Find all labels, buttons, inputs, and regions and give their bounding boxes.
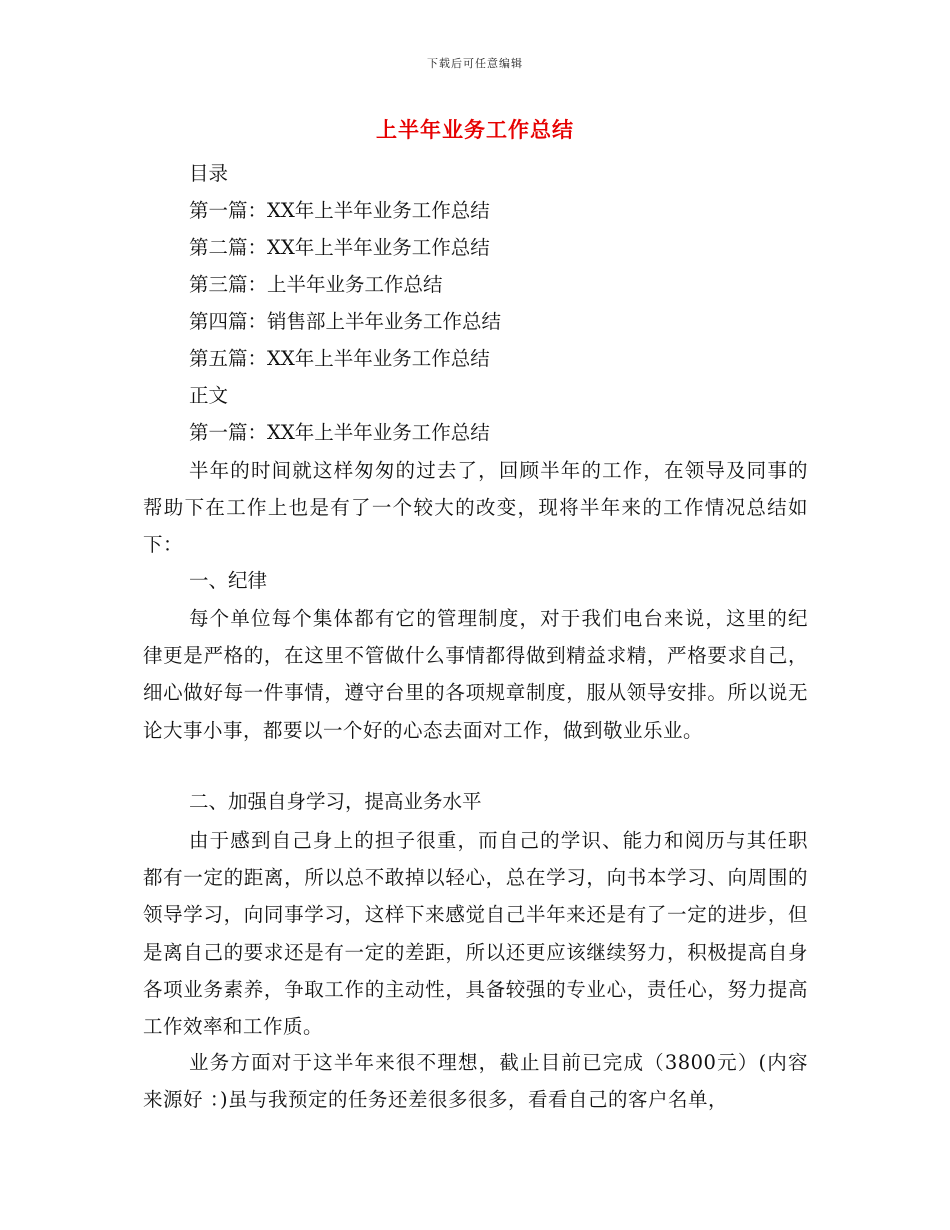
section-heading: 一、纪律 <box>189 569 268 592</box>
toc-item: 第二篇：XX年上半年业务工作总结 <box>189 236 490 259</box>
chapter-title: 第一篇：XX年上半年业务工作总结 <box>189 421 490 444</box>
section-heading: 二、加强自身学习，提高业务水平 <box>189 790 482 813</box>
discipline-paragraph: 每个单位每个集体都有它的管理制度，对于我们电台来说，这里的纪律更是严格的，在这里不管做什么事情都得做到精益求精，严格要求自己，细心做好每一件事情，遵守台里的各项规章制度，服从领导安排。所以说无论大事小事，都要以一个好的心态去面对工作，做到敬业乐业。 <box>143 607 808 742</box>
header-note: 下载后可任意编辑 <box>427 57 523 70</box>
toc-item: 第三篇：上半年业务工作总结 <box>189 273 443 296</box>
study-paragraph: 由于感到自己身上的担子很重，而自己的学识、能力和阅历与其任职都有一定的距离，所以总不敢掉以轻心，总在学习，向书本学习、向周围的领导学习，向同事学习，这样下来感觉自己半年来还是有了一定的进步，但是离自己的要求还是有一定的差距，所以还更应该继续努力，积极提高自身各项业务素养，争取工作的主动性，具备较强的专业心，责任心，努力提高工作效率和工作质。 <box>143 829 808 1039</box>
toc-heading: 目录 <box>189 162 229 185</box>
toc-item: 第五篇：XX年上半年业务工作总结 <box>189 347 490 370</box>
toc-item: 第一篇：XX年上半年业务工作总结 <box>189 199 490 222</box>
body-heading: 正文 <box>189 384 229 407</box>
intro-paragraph: 半年的时间就这样匆匆的过去了，回顾半年的工作，在领导及同事的帮助下在工作上也是有了一个较大的改变，现将半年来的工作情况总结如下： <box>143 459 808 557</box>
document-title: 上半年业务工作总结 <box>376 117 574 142</box>
business-paragraph: 业务方面对于这半年来很不理想，截止目前已完成（3800元）(内容来源好 ：)虽与我预定的任务还差很多很多，看看自己的客户名单， <box>143 1051 808 1112</box>
toc-item: 第四篇：销售部上半年业务工作总结 <box>189 310 502 333</box>
